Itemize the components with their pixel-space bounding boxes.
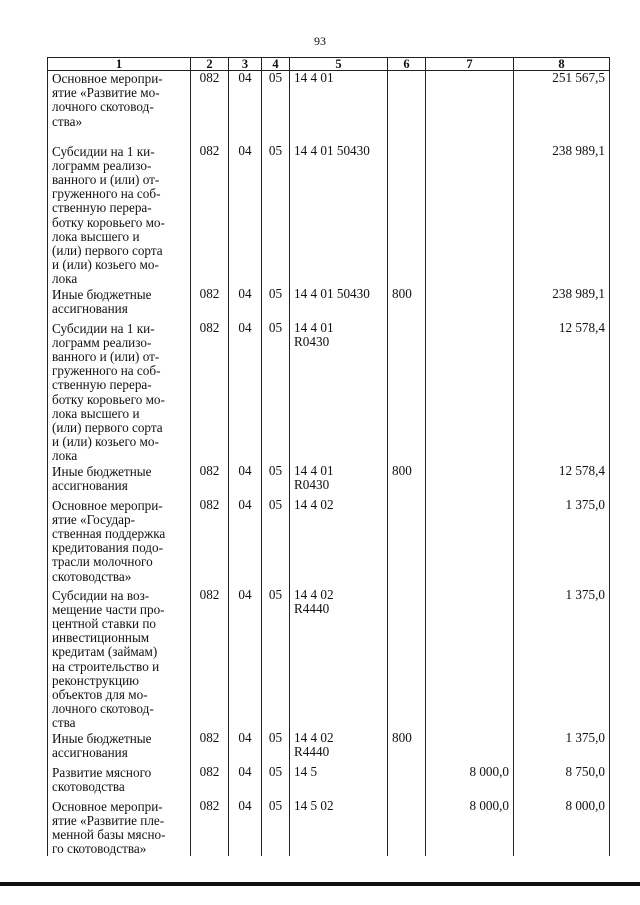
- column-header: 7: [426, 58, 514, 71]
- row-administrator-code: 082: [191, 287, 229, 321]
- table-row: [48, 799, 610, 857]
- row-expense-type: [388, 765, 426, 799]
- column-header: 6: [388, 58, 426, 71]
- row-target-article: 14 4 01 50430: [290, 144, 388, 287]
- table-row: [48, 144, 610, 287]
- row-expense-type: 800: [388, 464, 426, 498]
- row-section-code: 04: [229, 498, 262, 588]
- row-section-code: 04: [229, 588, 262, 731]
- row-expense-type: [388, 799, 426, 857]
- row-administrator-code: 082: [191, 588, 229, 731]
- row-target-article: 14 4 02 R4440: [290, 588, 388, 731]
- row-subsection-code: 05: [262, 71, 290, 144]
- row-administrator-code: 082: [191, 498, 229, 588]
- table-row: [48, 71, 610, 144]
- column-header: 3: [229, 58, 262, 71]
- row-column-7-value: [426, 321, 514, 464]
- row-subsection-code: 05: [262, 321, 290, 464]
- row-section-code: 04: [229, 464, 262, 498]
- row-name: Основное меропри- ятие «Государ- ственная поддержка кредитования подо- трасли молочного скотоводства»: [48, 498, 191, 588]
- row-column-8-value: 1 375,0: [514, 498, 610, 588]
- row-target-article: 14 5: [290, 765, 388, 799]
- row-column-7-value: 8 000,0: [426, 799, 514, 857]
- row-target-article: 14 4 02: [290, 498, 388, 588]
- row-column-7-value: [426, 731, 514, 765]
- row-section-code: 04: [229, 321, 262, 464]
- table-row: [48, 765, 610, 799]
- row-administrator-code: 082: [191, 765, 229, 799]
- table-row: [48, 731, 610, 765]
- row-expense-type: [388, 498, 426, 588]
- row-administrator-code: 082: [191, 71, 229, 144]
- table-row: [48, 321, 610, 464]
- row-column-7-value: 8 000,0: [426, 765, 514, 799]
- row-subsection-code: 05: [262, 799, 290, 857]
- table-row: [48, 287, 610, 321]
- row-column-8-value: 8 000,0: [514, 799, 610, 857]
- row-name: Иные бюджетные ассигнования: [48, 464, 191, 498]
- row-subsection-code: 05: [262, 287, 290, 321]
- row-name: Иные бюджетные ассигнования: [48, 287, 191, 321]
- table-row: [48, 464, 610, 498]
- row-administrator-code: 082: [191, 144, 229, 287]
- row-subsection-code: 05: [262, 498, 290, 588]
- row-subsection-code: 05: [262, 765, 290, 799]
- row-name: Иные бюджетные ассигнования: [48, 731, 191, 765]
- row-column-8-value: 238 989,1: [514, 144, 610, 287]
- row-column-8-value: 12 578,4: [514, 321, 610, 464]
- row-section-code: 04: [229, 287, 262, 321]
- row-name: Основное меропри- ятие «Развитие пле- менной базы мясно- го скотоводства»: [48, 799, 191, 857]
- table-body: [48, 71, 610, 857]
- column-header: 8: [514, 58, 610, 71]
- bottom-border-line: [0, 882, 640, 886]
- row-administrator-code: 082: [191, 464, 229, 498]
- row-expense-type: 800: [388, 731, 426, 765]
- row-administrator-code: 082: [191, 321, 229, 464]
- column-header: 4: [262, 58, 290, 71]
- row-expense-type: [388, 321, 426, 464]
- row-name: Развитие мясного скотоводства: [48, 765, 191, 799]
- row-expense-type: [388, 588, 426, 731]
- page-number: 93: [314, 34, 326, 48]
- row-name: Субсидии на 1 ки- лограмм реализо- ванного и (или) от- груженного на соб- ственную перера- ботку коровьего мо- лока высшего и (или) первого сорта и (или) козьего мо- лока: [48, 144, 191, 287]
- row-section-code: 04: [229, 731, 262, 765]
- table-row: [48, 498, 610, 588]
- row-section-code: 04: [229, 144, 262, 287]
- column-header: 5: [290, 58, 388, 71]
- row-target-article: 14 4 01 R0430: [290, 464, 388, 498]
- row-column-7-value: [426, 144, 514, 287]
- table-header: [48, 58, 610, 71]
- row-column-7-value: [426, 71, 514, 144]
- row-subsection-code: 05: [262, 731, 290, 765]
- budget-table: [47, 57, 610, 856]
- row-subsection-code: 05: [262, 144, 290, 287]
- column-header: 1: [48, 58, 191, 71]
- row-target-article: 14 4 01: [290, 71, 388, 144]
- row-column-8-value: 1 375,0: [514, 588, 610, 731]
- row-target-article: 14 4 01 R0430: [290, 321, 388, 464]
- row-column-8-value: 8 750,0: [514, 765, 610, 799]
- column-header: 2: [191, 58, 229, 71]
- row-name: Основное меропри- ятие «Развитие мо- лочного скотовод- ства»: [48, 71, 191, 144]
- row-administrator-code: 082: [191, 731, 229, 765]
- row-section-code: 04: [229, 71, 262, 144]
- row-expense-type: 800: [388, 287, 426, 321]
- row-column-8-value: 251 567,5: [514, 71, 610, 144]
- row-target-article: 14 4 02 R4440: [290, 731, 388, 765]
- row-column-7-value: [426, 287, 514, 321]
- row-name: Субсидии на воз- мещение части про- центной ставки по инвестиционным кредитам (займам) на строительство и реконструкцию объектов для мо- лочного скотовод- ства: [48, 588, 191, 731]
- row-column-8-value: 238 989,1: [514, 287, 610, 321]
- row-target-article: 14 5 02: [290, 799, 388, 857]
- row-section-code: 04: [229, 765, 262, 799]
- row-column-8-value: 12 578,4: [514, 464, 610, 498]
- row-section-code: 04: [229, 799, 262, 857]
- row-column-7-value: [426, 464, 514, 498]
- row-column-7-value: [426, 498, 514, 588]
- row-target-article: 14 4 01 50430: [290, 287, 388, 321]
- row-column-8-value: 1 375,0: [514, 731, 610, 765]
- row-column-7-value: [426, 588, 514, 731]
- row-expense-type: [388, 71, 426, 144]
- row-subsection-code: 05: [262, 588, 290, 731]
- row-subsection-code: 05: [262, 464, 290, 498]
- row-name: Субсидии на 1 ки- лограмм реализо- ванного и (или) от- груженного на соб- ственную перера- ботку коровьего мо- лока высшего и (или) первого сорта и (или) козьего мо- лока: [48, 321, 191, 464]
- row-expense-type: [388, 144, 426, 287]
- row-administrator-code: 082: [191, 799, 229, 857]
- table-row: [48, 588, 610, 731]
